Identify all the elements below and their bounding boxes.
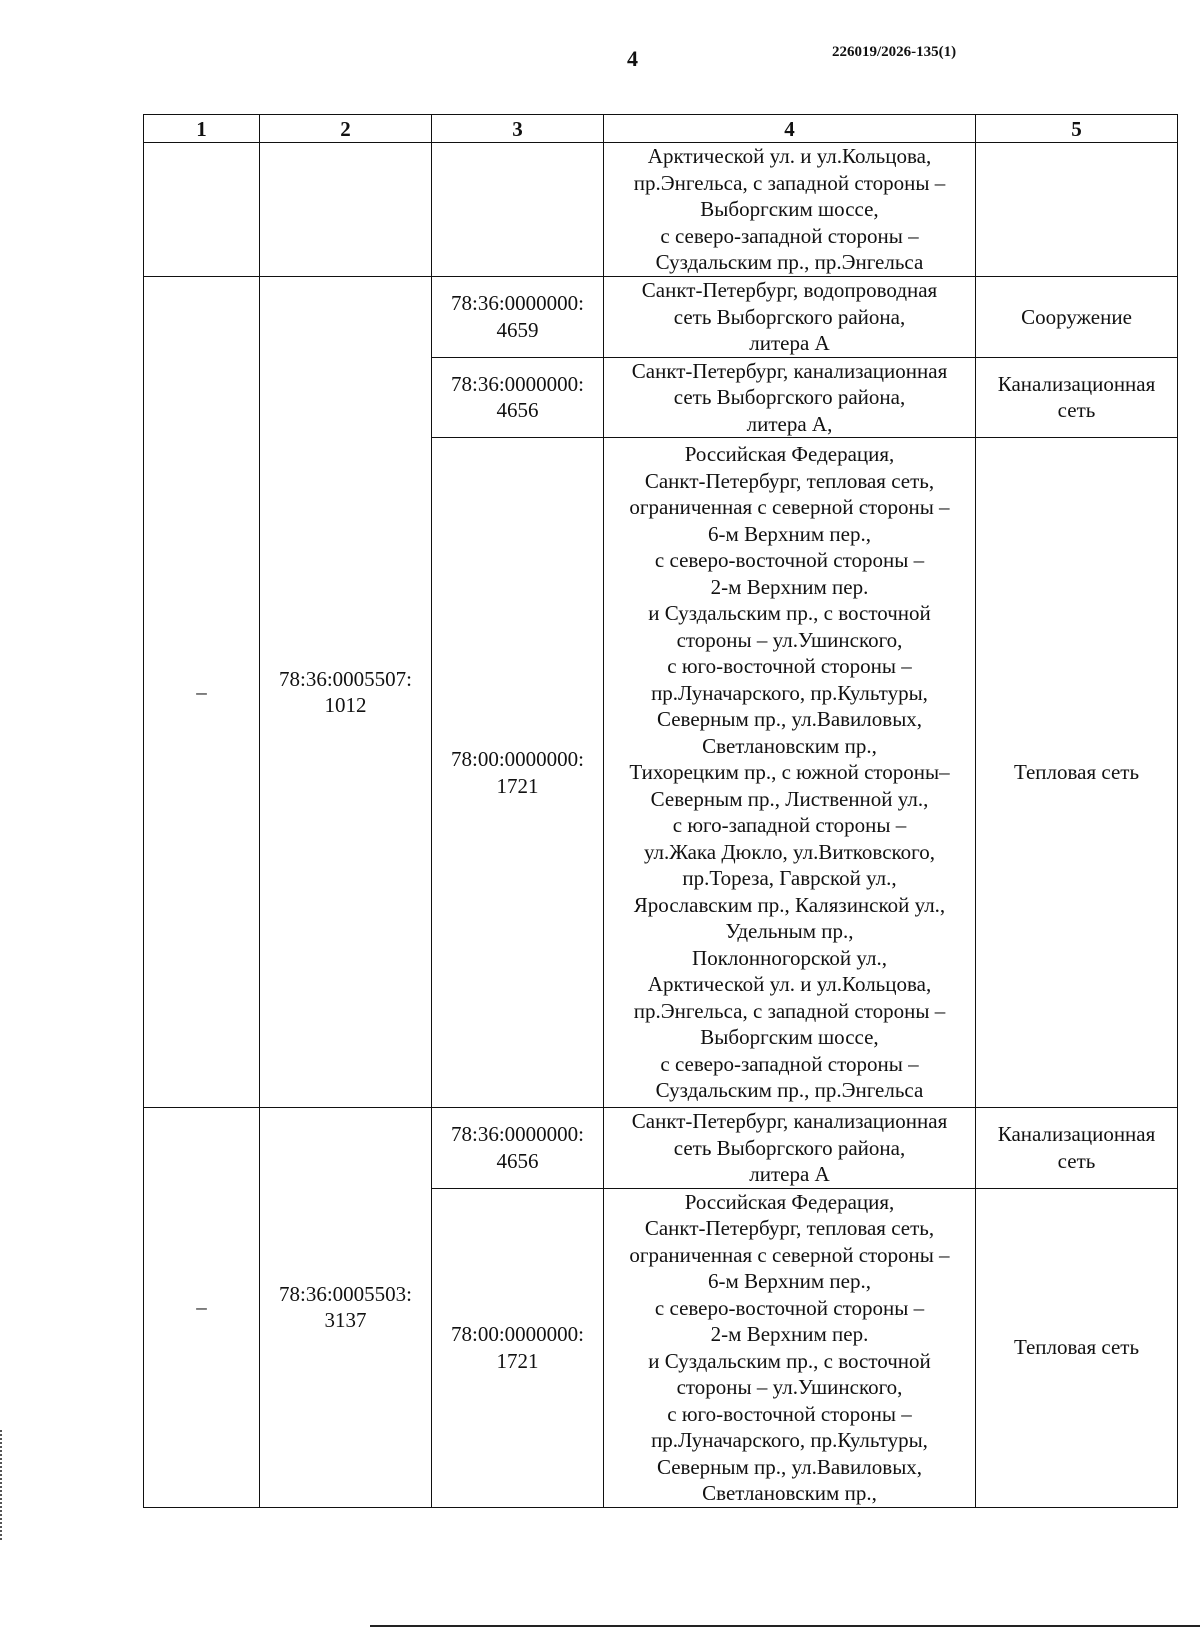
address-line: Ярославским пр., Калязинской ул., — [633, 892, 946, 917]
cell-object-cadastral — [432, 143, 604, 277]
address-line: Северным пр., Лиственной ул., — [650, 786, 929, 811]
object-type-line: Сооружение — [1021, 304, 1132, 329]
object-type-line: сеть — [1057, 1148, 1096, 1173]
objects-table — [143, 114, 1178, 1508]
column-header-4: 4 — [604, 115, 976, 143]
cell-object-cadastral — [432, 438, 604, 1108]
table-row — [144, 1108, 1178, 1189]
cadastral-line: 78:36:0000000: — [450, 371, 584, 396]
address-line: Санкт-Петербург, канализационная — [631, 1109, 948, 1133]
cadastral-line: 4656 — [496, 1148, 539, 1173]
address-line: ограниченная с северной стороны – — [629, 1242, 950, 1267]
address-line: 6-м Верхним пер., — [708, 521, 871, 546]
address-line: с северо-восточной стороны – — [654, 548, 925, 573]
bottom-rule — [370, 1625, 1200, 1627]
address-line: сеть Выборгского района, — [673, 385, 906, 409]
cell-number — [144, 143, 260, 277]
address-line: пр.Энгельса, с западной стороны – — [633, 998, 946, 1023]
cadastral-line: 4656 — [496, 398, 539, 423]
address-line: стороны – ул.Ушинского, — [676, 1375, 903, 1399]
address-line: ограниченная с северной стороны – — [629, 495, 950, 520]
cadastral-line: 4659 — [496, 317, 539, 342]
address-line: и Суздальским пр., с восточной — [648, 1348, 931, 1373]
address-line: Суздальским пр., пр.Энгельса — [655, 250, 924, 275]
cell-object-type — [976, 438, 1178, 1108]
address-line: Российская Федерация, — [684, 1189, 895, 1214]
address-line: с северо-западной стороны – — [660, 1051, 919, 1076]
cell-object-type — [976, 277, 1178, 358]
cadastral-line: 78:36:0005503: — [278, 1281, 412, 1306]
scan-edge-mark — [0, 1430, 5, 1540]
cell-object-cadastral — [432, 357, 604, 438]
address-line: Поклонногорской ул., — [692, 945, 887, 970]
address-line: с юго-восточной стороны – — [667, 654, 912, 679]
address-line: с северо-западной стороны – — [660, 223, 919, 248]
cell-land-cadastral — [260, 1108, 432, 1508]
cell-object-type — [976, 357, 1178, 438]
address-line: Санкт-Петербург, тепловая сеть, — [644, 1216, 935, 1240]
cell-object-cadastral — [432, 277, 604, 358]
cell-object-type — [976, 1108, 1178, 1189]
cell-address — [604, 1188, 976, 1507]
cell-address — [604, 357, 976, 438]
address-line: Арктической ул. и ул.Кольцова, — [647, 972, 932, 997]
object-type-line: сеть — [1057, 398, 1096, 423]
cell-object-type — [976, 143, 1178, 277]
page-number: 4 — [627, 46, 638, 71]
address-line: 2-м Верхним пер. — [710, 574, 869, 599]
cadastral-line: 78:00:0000000: — [450, 747, 584, 771]
address-line: сеть Выборгского района, — [673, 304, 906, 329]
address-line: 6-м Верхним пер., — [708, 1269, 871, 1293]
cadastral-line: 78:36:0005507: — [278, 666, 412, 691]
header-row — [144, 115, 1178, 143]
cell-address — [604, 143, 976, 277]
address-line: пр.Энгельса, с западной стороны – — [633, 170, 946, 195]
address-line: Выборгским шоссе, — [700, 1025, 879, 1050]
cell-address — [604, 438, 976, 1108]
object-type-line: Тепловая сеть — [1013, 1335, 1140, 1360]
cadastral-line: 78:36:0000000: — [450, 1122, 584, 1147]
cadastral-line: 78:36:0000000: — [450, 291, 584, 316]
address-line: Санкт-Петербург, канализационная — [631, 358, 948, 383]
table-row — [144, 143, 1178, 277]
address-line: Северным пр., ул.Вавиловых, — [656, 1454, 923, 1479]
address-line: Российская Федерация, — [684, 442, 895, 467]
address-line: Выборгским шоссе, — [700, 197, 879, 222]
address-line: литера А — [749, 331, 830, 355]
address-line: с юго-западной стороны – — [672, 813, 907, 838]
object-type-line: Канализационная — [997, 1122, 1156, 1147]
column-header-2: 2 — [260, 115, 432, 143]
object-type-line: Канализационная — [997, 371, 1156, 396]
address-line: пр.Луначарского, пр.Культуры, — [651, 1428, 928, 1452]
address-line: пр.Луначарского, пр.Культуры, — [651, 680, 928, 705]
column-header-3: 3 — [432, 115, 604, 143]
address-line: 2-м Верхним пер. — [710, 1322, 869, 1346]
cadastral-line: 78:00:0000000: — [450, 1322, 584, 1346]
cell-number: – — [144, 277, 260, 1108]
cell-object-cadastral — [432, 1108, 604, 1189]
cadastral-line: 3137 — [324, 1308, 367, 1333]
address-line: с юго-восточной стороны – — [667, 1401, 912, 1426]
column-header-5: 5 — [976, 115, 1178, 143]
address-line: стороны – ул.Ушинского, — [676, 627, 903, 652]
object-type-line: Тепловая сеть — [1013, 760, 1140, 785]
address-line: Санкт-Петербург, тепловая сеть, — [644, 468, 935, 493]
address-line: Удельным пр., — [725, 919, 854, 944]
document-reference: 226019/2026-135(1) — [832, 44, 957, 60]
address-line: Светлановским пр., — [702, 1481, 877, 1505]
address-line: Светлановским пр., — [702, 733, 877, 758]
cell-address — [604, 277, 976, 358]
cell-object-type — [976, 1188, 1178, 1507]
cell-number: – — [144, 1108, 260, 1508]
cadastral-line: 1721 — [496, 1348, 539, 1373]
cell-land-cadastral — [260, 143, 432, 277]
address-line: Тихорецким пр., с южной стороны– — [629, 760, 950, 785]
address-line: ул.Жака Дюкло, ул.Витковского, — [643, 839, 936, 864]
address-line: и Суздальским пр., с восточной — [648, 601, 931, 626]
table-row — [144, 277, 1178, 358]
cadastral-line: 1721 — [496, 773, 539, 798]
address-line: Северным пр., ул.Вавиловых, — [656, 707, 923, 732]
address-line: Арктической ул. и ул.Кольцова, — [647, 144, 932, 169]
address-line: литера А — [749, 1162, 830, 1186]
address-line: пр.Тореза, Гаврской ул., — [682, 866, 897, 891]
cadastral-line: 1012 — [324, 693, 367, 717]
column-header-1: 1 — [144, 115, 260, 143]
address-line: литера А, — [746, 411, 833, 436]
address-line: Санкт-Петербург, водопроводная — [641, 278, 938, 302]
cell-object-cadastral — [432, 1188, 604, 1507]
address-line: сеть Выборгского района, — [673, 1135, 906, 1160]
cell-address — [604, 1108, 976, 1189]
address-line: Суздальским пр., пр.Энгельса — [655, 1078, 924, 1103]
address-line: с северо-восточной стороны – — [654, 1295, 925, 1320]
cell-land-cadastral — [260, 277, 432, 1108]
